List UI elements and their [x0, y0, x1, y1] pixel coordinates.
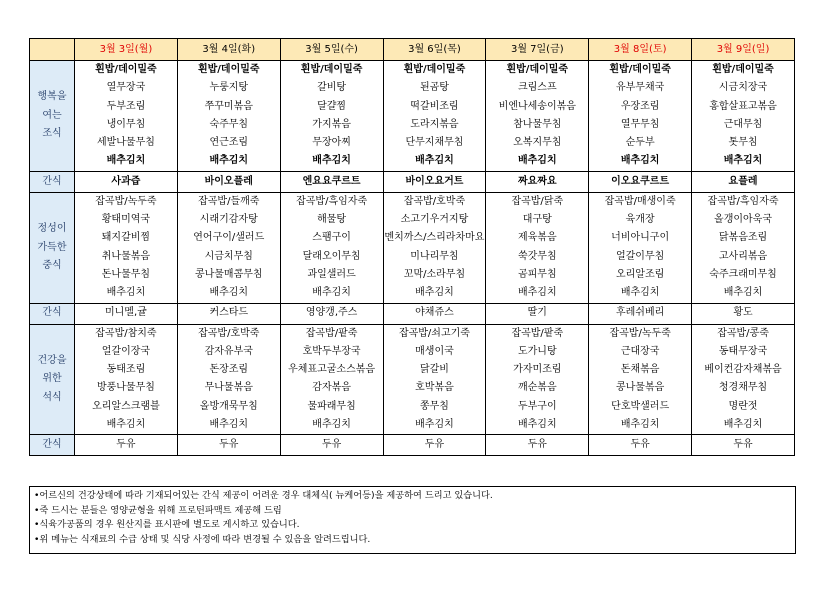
menu-item: 배추김치	[620, 419, 660, 431]
lunch-cell	[383, 192, 486, 303]
menu-item: 소고기우거지탕	[400, 214, 469, 226]
snack2-cell: 야채쥬스	[383, 303, 486, 324]
menu-item: 참나물무침	[513, 118, 562, 130]
menu-item: 잡곡밥/호박죽	[198, 327, 260, 339]
breakfast-cell	[280, 61, 383, 172]
menu-item: 달래오이무침	[302, 250, 361, 262]
lunch-cell	[589, 192, 692, 303]
menu-item: 가자미조림	[513, 364, 562, 376]
snack1-cell: 요플레	[692, 171, 795, 192]
menu-item: 가지볶음	[312, 118, 351, 130]
menu-item: 누룽지탕	[209, 82, 249, 94]
menu-item: 배추김치	[415, 419, 454, 431]
day-header: 3월 5일(수)	[280, 39, 383, 61]
header-row	[30, 39, 795, 61]
dinner-cell	[383, 324, 486, 435]
breakfast-cell	[486, 61, 589, 172]
menu-item: 우체표고굴소스볶음	[288, 364, 376, 376]
menu-item: 흰밥/데이밀죽	[197, 64, 260, 75]
menu-item: 제육볶음	[517, 232, 557, 244]
menu-item: 호박두부장국	[302, 345, 361, 357]
menu-item: 배추김치	[723, 419, 763, 431]
menu-item: 무장아찌	[312, 137, 351, 149]
menu-item: 배추김치	[517, 155, 557, 167]
menu-item: 근대장국	[620, 345, 660, 357]
menu-item: 얼갈이무침	[615, 250, 665, 262]
day-header: 3월 4일(화)	[177, 39, 280, 61]
lunch-cell	[177, 192, 280, 303]
note-line: •식육가공품의 경우 원산지를 표시판에 별도로 게시하고 있습니다.	[34, 519, 300, 530]
menu-item: 베이컨감자채볶음	[704, 364, 782, 376]
menu-item: 콩나물볶음	[615, 382, 665, 394]
menu-item: 도가니탕	[517, 345, 557, 357]
snack1-cell: 바이오요거트	[383, 171, 486, 192]
menu-item: 얼갈이장국	[101, 345, 151, 357]
menu-item: 도라지볶음	[410, 118, 459, 130]
menu-item: 배추김치	[312, 287, 351, 299]
breakfast-cell	[589, 61, 692, 172]
menu-item: 잡곡밥/참치죽	[95, 327, 157, 339]
snack3-cell: 두유	[75, 435, 178, 456]
notes-box	[29, 486, 796, 554]
dinner-cell	[280, 324, 383, 435]
snack2-cell: 황도	[692, 303, 795, 324]
menu-item: 두부구이	[517, 400, 557, 412]
menu-item: 쫑무침	[419, 400, 449, 412]
day-header: 3월 9일(일)	[692, 39, 795, 61]
menu-item: 열무장국	[106, 82, 146, 94]
menu-item: 잡곡밥/팥죽	[511, 327, 564, 339]
menu-item: 흰밥/데이밀죽	[300, 64, 363, 75]
snack1-cell: 짜요짜요	[486, 171, 589, 192]
menu-item: 시금치장국	[718, 82, 768, 94]
dinner-cell	[692, 324, 795, 435]
menu-item: 육개장	[625, 214, 655, 226]
lunch-cell	[692, 192, 795, 303]
menu-item: 배추김치	[209, 287, 249, 299]
menu-item: 시래기감자탕	[199, 214, 258, 226]
menu-item: 돈장조림	[209, 364, 249, 376]
menu-item: 흰밥/데이밀죽	[403, 64, 466, 75]
menu-item: 동태조림	[106, 364, 146, 376]
menu-item: 돈채볶음	[620, 364, 660, 376]
menu-item: 물파래무침	[307, 400, 356, 412]
menu-item: 잡곡밥/닭죽	[511, 195, 564, 207]
corner-cell	[30, 39, 75, 61]
menu-item: 배추김치	[209, 419, 249, 431]
snack2-cell: 후레쉬베리	[589, 303, 692, 324]
menu-item: 된곰탕	[419, 82, 449, 94]
menu-item: 갈비탕	[317, 82, 347, 94]
menu-item: 배추김치	[723, 155, 763, 167]
note-line: •죽 드시는 분들은 영양균형을 위해 프로틴파맥트 제공해 드림	[34, 504, 282, 516]
menu-item: 잡곡밥/매생이죽	[604, 195, 676, 207]
snack3-cell: 두유	[692, 435, 795, 456]
menu-item: 미나리무침	[410, 250, 459, 262]
menu-item: 배추김치	[209, 155, 249, 167]
menu-item: 황태미역국	[101, 214, 151, 226]
snack2-cell: 딸기	[486, 303, 589, 324]
menu-item: 대구탕	[522, 214, 552, 226]
snack1-cell: 사과즙	[75, 171, 178, 192]
snack2-label: 간식	[30, 303, 75, 324]
menu-item: 배추김치	[517, 419, 557, 431]
menu-item: 배추김치	[723, 287, 763, 299]
menu-item: 열무무침	[620, 118, 660, 130]
menu-item: 두부조림	[106, 100, 146, 112]
menu-item: 배추김치	[620, 155, 660, 167]
menu-item: 떡갈비조림	[410, 100, 459, 112]
snack3-cell: 두유	[177, 435, 280, 456]
breakfast-cell	[692, 61, 795, 172]
menu-item: 오복지무침	[513, 137, 562, 149]
dinner-cell	[177, 324, 280, 435]
snack1-cell: 엔요요쿠르트	[280, 171, 383, 192]
menu-item: 숙주크래미무침	[709, 268, 777, 280]
menu-item: 배추김치	[517, 287, 557, 299]
menu-item: 올갱이아욱국	[714, 214, 773, 226]
menu-item: 잡곡밥/콩죽	[717, 327, 769, 339]
menu-item: 고사리볶음	[718, 250, 768, 262]
note-line: •어르신의 건강상태에 따라 기재되어있는 간식 제공이 어려운 경우 대체식( 뉴케어등)을 제공하여 드리고 있습니다.	[34, 490, 493, 501]
dinner-row	[30, 324, 795, 435]
menu-item: 깨순볶음	[517, 382, 557, 394]
dinner-cell	[75, 324, 178, 435]
day-header: 3월 8일(토)	[589, 39, 692, 61]
breakfast-cell	[177, 61, 280, 172]
dinner-label: 건강을 위한 석식	[30, 324, 75, 435]
lunch-cell	[486, 192, 589, 303]
menu-item: 배추김치	[415, 287, 454, 299]
menu-item: 숙주무침	[209, 118, 249, 130]
menu-item: 돼지갈비찜	[101, 232, 151, 244]
breakfast-cell	[383, 61, 486, 172]
snack1-label: 간식	[30, 171, 75, 192]
menu-item: 홍합살표고볶음	[709, 100, 777, 112]
menu-item: 스팸구이	[312, 232, 351, 244]
menu-item: 잡곡밥/들깨죽	[198, 195, 260, 207]
lunch-cell	[75, 192, 178, 303]
menu-item: 단무지채무침	[405, 137, 464, 149]
snack2-row	[30, 303, 795, 324]
menu-item: 감자볶음	[312, 382, 351, 394]
snack1-cell: 바이오플레	[177, 171, 280, 192]
snack3-cell: 두유	[589, 435, 692, 456]
menu-item: 배추김치	[106, 155, 146, 167]
lunch-row	[30, 192, 795, 303]
menu-item: 곰피무침	[517, 268, 557, 280]
menu-item: 잡곡밥/호박죽	[403, 195, 466, 207]
snack1-cell: 이오요쿠르트	[589, 171, 692, 192]
menu-item: 꼬막/소라무침	[403, 268, 466, 280]
menu-item: 쭈꾸미볶음	[204, 100, 253, 112]
menu-item: 순두부	[625, 137, 655, 149]
snack2-cell: 커스타드	[177, 303, 280, 324]
menu-item: 흰밥/데이밀죽	[95, 64, 157, 75]
breakfast-cell	[75, 61, 178, 172]
snack3-cell: 두유	[383, 435, 486, 456]
menu-item: 잡곡밥/쇠고기죽	[398, 327, 470, 339]
menu-item: 올방개묵무침	[199, 400, 258, 412]
menu-item: 너비아니구이	[611, 232, 670, 244]
menu-item: 돈나물무침	[101, 268, 151, 280]
menu-item: 냉이무침	[106, 118, 146, 130]
menu-item: 콩나물매콤무침	[194, 268, 263, 280]
lunch-label: 정성이 가득한 중식	[30, 192, 75, 303]
breakfast-row	[30, 61, 795, 172]
menu-item: 달걀찜	[317, 100, 347, 112]
menu-item: 쑥갓무침	[517, 250, 557, 262]
menu-item: 흰밥/데이밀죽	[609, 64, 671, 75]
snack2-cell: 미니멜,귤	[75, 303, 178, 324]
menu-item: 명란젓	[728, 400, 758, 412]
menu-item: 잡곡밥/녹두죽	[609, 327, 671, 339]
day-header: 3월 7일(금)	[486, 39, 589, 61]
menu-item: 배추김치	[106, 419, 146, 431]
menu-item: 연근조림	[209, 137, 249, 149]
menu-item: 배추김치	[312, 155, 351, 167]
menu-item: 오리알스크램블	[92, 400, 160, 412]
menu-item: 취나물볶음	[101, 250, 151, 262]
menu-item: 감자유부국	[204, 345, 253, 357]
snack3-row	[30, 435, 795, 456]
menu-item: 잡곡밥/흑임자죽	[296, 195, 368, 207]
menu-item: 잡곡밥/흑임자죽	[707, 195, 779, 207]
dinner-cell	[589, 324, 692, 435]
menu-item: 우장조림	[620, 100, 660, 112]
menu-item: 잡곡밥/팥죽	[305, 327, 358, 339]
lunch-cell	[280, 192, 383, 303]
menu-item: 흰밥/데이밀죽	[506, 64, 569, 75]
snack1-row	[30, 171, 795, 192]
note-line: •위 메뉴는 식재료의 수급 상태 및 식당 사정에 따라 변경될 수 있음을 알려드립니다.	[34, 533, 371, 545]
day-header: 3월 3일(월)	[75, 39, 178, 61]
menu-item: 배추김치	[312, 419, 351, 431]
menu-item: 동태무장국	[718, 345, 768, 357]
snack3-cell: 두유	[486, 435, 589, 456]
menu-item: 근대무침	[723, 118, 763, 130]
menu-item: 잡곡밥/녹두죽	[95, 195, 157, 207]
menu-item: 단호박샐러드	[611, 400, 670, 412]
menu-item: 배추김치	[620, 287, 660, 299]
menu-item: 톳무침	[728, 137, 758, 149]
menu-item: 호박볶음	[415, 382, 454, 394]
menu-item: 연어구이/샐러드	[193, 232, 265, 244]
menu-item: 매생이국	[415, 345, 454, 357]
snack2-cell: 영양갱,주스	[280, 303, 383, 324]
menu-item: 청경채무침	[718, 382, 768, 394]
menu-item: 크림스프	[517, 82, 557, 94]
snack3-label: 간식	[30, 435, 75, 456]
menu-item: 시금치무침	[204, 250, 253, 262]
menu-item: 해물탕	[317, 214, 347, 226]
menu-item: 무나물볶음	[204, 382, 253, 394]
menu-item: 배추김치	[415, 155, 454, 167]
weekly-menu-table	[29, 38, 795, 456]
menu-item: 유부무채국	[615, 82, 665, 94]
menu-item: 멘치까스/스리라차마요	[384, 232, 485, 244]
menu-item: 닭갈비	[419, 364, 449, 376]
day-header: 3월 6일(목)	[383, 39, 486, 61]
menu-item: 배추김치	[106, 287, 146, 299]
menu-item: 오리알조림	[615, 268, 665, 280]
breakfast-label: 행복을 여는 조식	[30, 61, 75, 172]
menu-item: 방풍나물무침	[96, 382, 155, 394]
dinner-cell	[486, 324, 589, 435]
menu-item: 세발나물무침	[96, 137, 155, 149]
menu-item: 닭볶음조림	[718, 232, 768, 244]
snack3-cell: 두유	[280, 435, 383, 456]
menu-item: 흰밥/데이밀죽	[712, 64, 774, 75]
menu-item: 과일샐러드	[307, 268, 356, 280]
menu-item: 비엔나세송이볶음	[498, 100, 576, 112]
